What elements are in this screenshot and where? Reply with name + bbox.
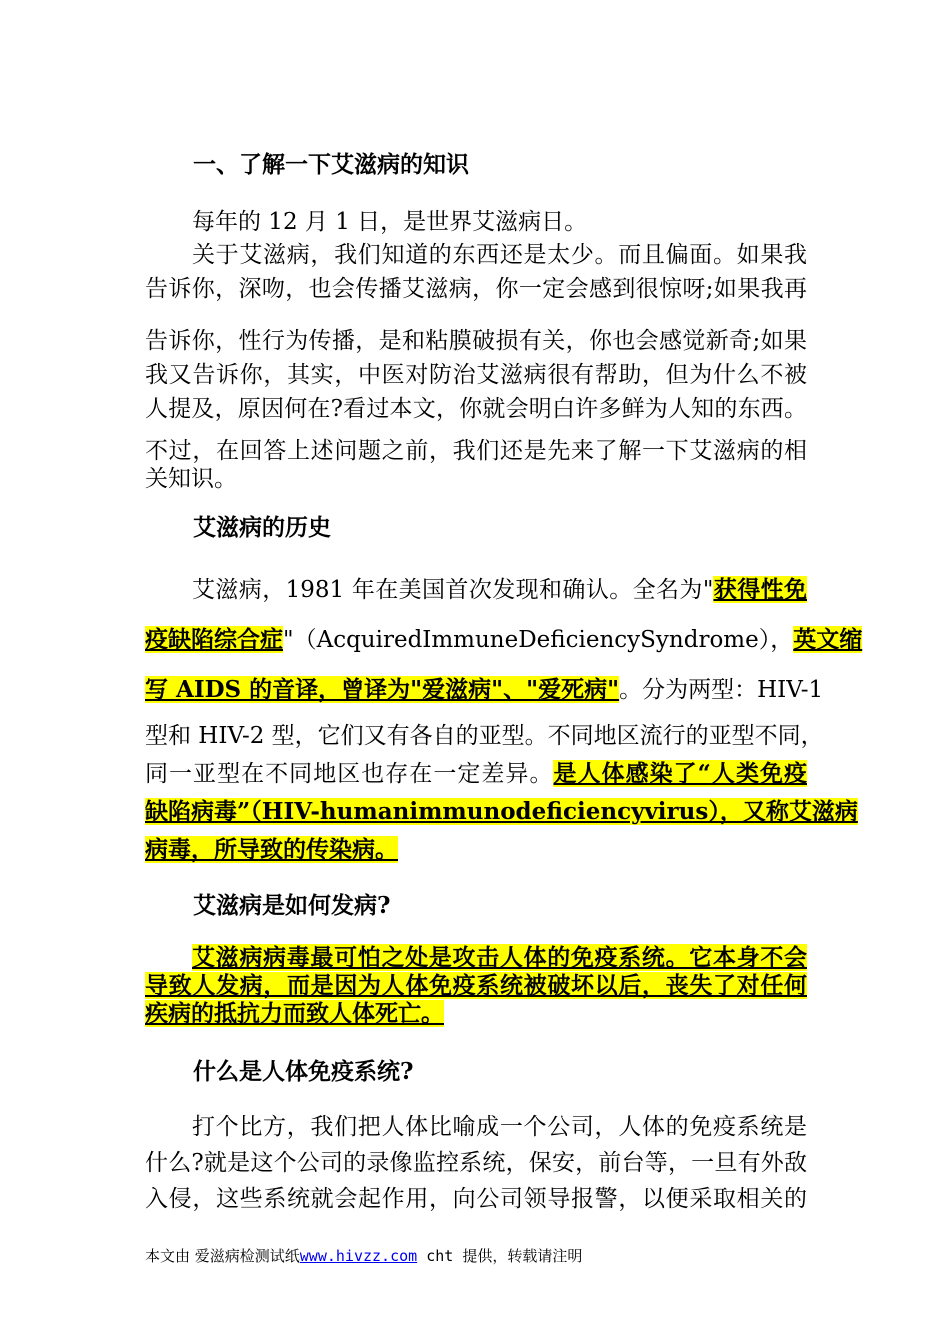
highlight: 艾滋病病毒最可怕之处是攻击人体的免疫系统。它本身不会 — [192, 944, 807, 971]
highlight: 是人体感染了“人类免疫 — [553, 760, 807, 787]
highlight: 导致人发病，而是因为人体免疫系统被破坏以后，丧失了对任何 — [145, 972, 807, 999]
highlight: 病毒，所导致的传染病。 — [145, 836, 398, 863]
footer-note: 本文由 爱滋病检测试纸www.hivzz.com cht 提供，转载请注明 — [145, 1247, 583, 1265]
history-paragraph: 艾滋病，1981 年在美国首次发现和确认。全名为"获得性免 疫缺陷综合症"（AcquiredImmuneDeficiencySyndrome），英文缩 写 AIDS 的音译，曾译为"爱滋病"、"爱死病"。分为两型：HIV-1 — [145, 576, 863, 703]
highlight: 疫缺陷综合症 — [145, 626, 283, 653]
intro-paragraph-2-cont: 告诉你，性行为传播，是和粘膜破损有关，你也会感觉新奇;如果 我又告诉你，其实，中医对防治艾滋病很有帮助，但为什么不被 人提及，原因何在?看过本文，你就会明白许多鲜为人知的东西。 — [145, 328, 807, 422]
footer-link[interactable]: www.hivzz.com — [299, 1247, 418, 1265]
immune-paragraph: 打个比方，我们把人体比喻成一个公司，人体的免疫系统是 什么?就是这个公司的录像监控系统，保安，前台等，一旦有外敌 入侵，这些系统就会起作用，向公司领导报警，以便采取相关的 — [145, 1114, 807, 1212]
onset-heading: 艾滋病是如何发病? — [193, 892, 391, 919]
highlight: 英文缩 — [793, 626, 863, 653]
highlight: 写 AIDS 的音译，曾译为"爱滋病"、"爱死病" — [145, 676, 620, 703]
highlight: 获得性免 — [713, 576, 807, 603]
history-paragraph-cont: 型和 HIV-2 型，它们又有各自的亚型。不同地区流行的亚型不同， 同一亚型在不同地区也存在一定差异。是人体感染了“人类免疫 缺陷病毒”（HIV-humanimmunodeficiencyvirus），又称艾滋病 病毒，所导致的传染病。 — [145, 723, 858, 863]
intro-paragraph-1: 每年的 12 月 1 日，是世界艾滋病日。 — [192, 209, 588, 235]
onset-paragraph — [145, 944, 807, 1028]
section-title: 一、了解一下艾滋病的知识 — [193, 151, 469, 178]
intro-paragraph-2: 关于艾滋病，我们知道的东西还是太少。而且偏面。如果我 告诉你，深吻，也会传播艾滋病，你一定会感到很惊呀;如果我再 — [145, 242, 807, 302]
highlight: 疾病的抵抗力而致人体死亡。 — [145, 1000, 444, 1027]
immune-heading: 什么是人体免疫系统? — [193, 1058, 414, 1085]
highlight: 缺陷病毒”（HIV-humanimmunodeficiencyvirus），又称艾滋病 — [145, 798, 858, 825]
intro-paragraph-2-end: 不过，在回答上述问题之前，我们还是先来了解一下艾滋病的相 关知识。 — [145, 438, 807, 492]
history-heading: 艾滋病的历史 — [193, 514, 331, 541]
